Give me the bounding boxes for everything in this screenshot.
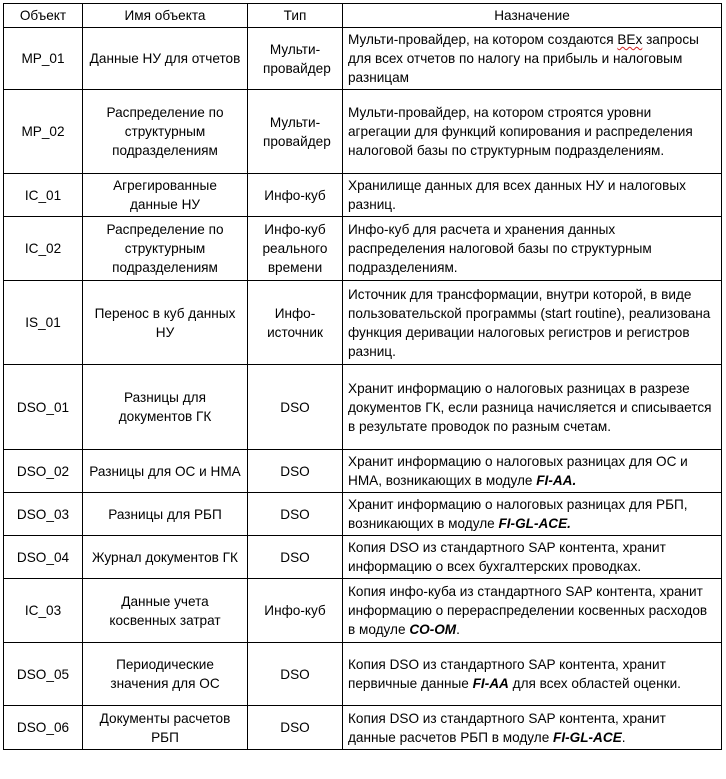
purpose-text: запросы для всех отчетов по налогу на прибыль и налоговым разницам <box>348 32 699 85</box>
table-row <box>4 493 722 536</box>
cell-purpose <box>343 281 722 365</box>
header-purpose: Назначение <box>343 4 722 28</box>
purpose-text: CO-OM <box>409 622 457 637</box>
cell-type <box>248 536 343 579</box>
cell-purpose <box>343 493 722 536</box>
cell-object-name: Распределение по структурным подразделениям <box>83 217 248 281</box>
cell-object-name: Перенос в куб данных НУ <box>83 281 248 365</box>
cell-type-text: Мульти-провайдер <box>263 114 331 149</box>
cell-object-id: DSO_02 <box>4 450 83 493</box>
cell-object-id: MP_02 <box>4 90 83 174</box>
table-row <box>4 281 722 365</box>
purpose-text: FI-AA. <box>536 473 577 488</box>
cell-purpose <box>343 706 722 750</box>
table-row <box>4 90 722 174</box>
purpose-text: Копия DSO из стандартного SAP контента, хранит данные расчетов РБП в модуле <box>348 710 666 745</box>
table-row <box>4 28 722 90</box>
cell-purpose <box>343 365 722 450</box>
table-row <box>4 536 722 579</box>
table-header-row <box>4 4 722 28</box>
cell-type <box>248 450 343 493</box>
cell-object-name: Распределение по структурным подразделениям <box>83 90 248 174</box>
cell-type <box>248 28 343 90</box>
document-page <box>3 3 722 750</box>
purpose-text: Хранилище данных для всех данных НУ и налоговых разниц. <box>348 178 686 212</box>
cell-type <box>248 493 343 536</box>
header-object-name: Имя объекта <box>83 4 248 28</box>
purpose-text: FI-GL-ACE. <box>498 516 571 531</box>
cell-type <box>248 643 343 706</box>
cell-type-text: DSO <box>280 506 310 522</box>
purpose-text: Мульти-провайдер, на котором создаются <box>348 32 618 47</box>
purpose-text: Копия DSO из стандартного SAP контента, хранит первичные данные <box>348 657 666 691</box>
cell-type <box>248 90 343 174</box>
cell-type-text: DSO <box>280 463 310 479</box>
cell-object-name: Документы расчетов РБП <box>83 706 248 750</box>
table-row <box>4 365 722 450</box>
cell-object-name: Разницы для РБП <box>83 493 248 536</box>
cell-object-id: MP_01 <box>4 28 83 90</box>
table-row <box>4 217 722 281</box>
cell-purpose <box>343 217 722 281</box>
cell-object-name: Периодические значения для ОС <box>83 643 248 706</box>
cell-type-text: Мульти-провайдер <box>263 41 331 76</box>
cell-object-name: Разницы для документов ГК <box>83 365 248 450</box>
cell-type-text: DSO <box>280 720 310 735</box>
purpose-text: . <box>621 729 626 745</box>
cell-object-name: Агрегированные данные НУ <box>83 174 248 217</box>
cell-type-text: Инфо-источник <box>267 305 323 340</box>
table-row <box>4 579 722 643</box>
cell-type-text: Инфо-куб <box>264 603 326 618</box>
table-body <box>4 28 722 750</box>
cell-object-id: IC_01 <box>4 174 83 217</box>
cell-object-id: IC_03 <box>4 579 83 643</box>
cell-object-id: IC_02 <box>4 217 83 281</box>
cell-purpose <box>343 90 722 174</box>
purpose-text: FI-GL-ACE <box>553 729 622 745</box>
cell-object-name: Данные НУ для отчетов <box>83 28 248 90</box>
purpose-text: Источник для трансформации, внутри которой, в виде пользовательской программы (start routine), реализована функция деривации налоговых регистров и регистров разниц. <box>348 286 711 359</box>
header-type: Тип <box>248 4 343 28</box>
cell-object-name: Журнал документов ГК <box>83 536 248 579</box>
cell-purpose <box>343 643 722 706</box>
cell-object-name: Данные учета косвенных затрат <box>83 579 248 643</box>
table-row <box>4 643 722 706</box>
purpose-text: Хранит информацию о налоговых разницах в разрезе документов ГК, если разница начисляется и списывается в результате проводок по разным счетам. <box>348 380 712 434</box>
purpose-text: Инфо-куб для расчета и хранения данных распределения налоговой базы по структурным подразделениям. <box>348 222 652 275</box>
cell-object-id: DSO_04 <box>4 536 83 579</box>
purpose-text: Мульти-провайдер, на котором строятся уровни агрегации для функций копирования и распределения налоговой базы по структурным подразделениям. <box>348 105 693 158</box>
header-object: Объект <box>4 4 83 28</box>
cell-purpose <box>343 28 722 90</box>
cell-type-text: DSO <box>280 399 310 415</box>
cell-purpose <box>343 450 722 493</box>
purpose-text: Хранит информацию о налоговых разницах для ОС и НМА, возникающих в модуле <box>348 454 688 488</box>
cell-type <box>248 281 343 365</box>
purpose-text: Копия инфо-куба из стандартного SAP контента, хранит информацию о перераспределении косвенных расходов в модуле <box>348 584 708 637</box>
cell-object-id: DSO_01 <box>4 365 83 450</box>
table-row <box>4 174 722 217</box>
cell-purpose <box>343 579 722 643</box>
purpose-text: BEx <box>617 32 643 47</box>
purpose-text: . <box>456 622 460 637</box>
cell-type <box>248 174 343 217</box>
cell-object-id: DSO_03 <box>4 493 83 536</box>
purpose-text: Копия DSO из стандартного SAP контента, хранит информацию о всех бухгалтерских проводках. <box>348 540 666 574</box>
cell-type-text: DSO <box>280 666 310 682</box>
cell-object-id: IS_01 <box>4 281 83 365</box>
table-row <box>4 450 722 493</box>
cell-object-id: DSO_05 <box>4 643 83 706</box>
cell-type <box>248 217 343 281</box>
cell-type <box>248 706 343 750</box>
purpose-text: FI-AA <box>472 676 509 691</box>
purpose-text: Хранит информацию о налоговых разницах для РБП, возникающих в модуле <box>348 497 688 531</box>
cell-purpose <box>343 536 722 579</box>
cell-object-id: DSO_06 <box>4 706 83 750</box>
cell-type <box>248 579 343 643</box>
purpose-text: для всех областей оценки. <box>508 676 681 691</box>
cell-purpose <box>343 174 722 217</box>
cell-type-text: Инфо-куб реального времени <box>262 222 328 275</box>
objects-table <box>3 3 722 750</box>
cell-object-name: Разницы для ОС и НМА <box>83 450 248 493</box>
cell-type <box>248 365 343 450</box>
table-row <box>4 706 722 750</box>
cell-type-text: DSO <box>280 549 310 565</box>
cell-type-text: Инфо-куб <box>264 187 326 203</box>
